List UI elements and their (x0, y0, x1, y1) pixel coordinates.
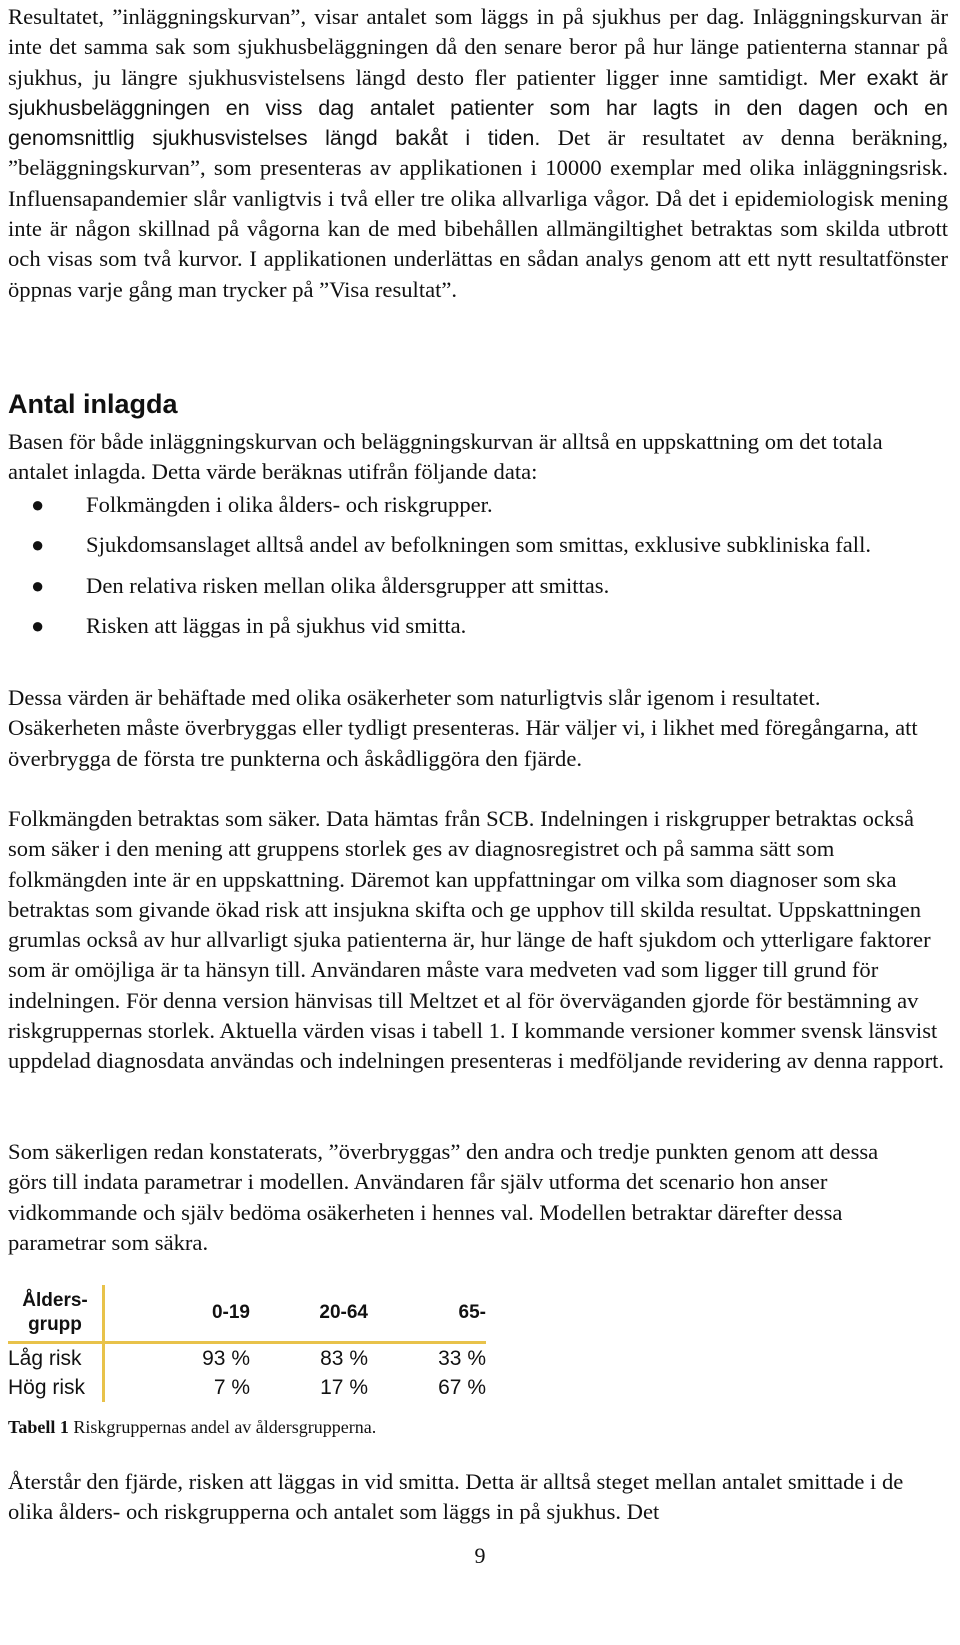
table-caption-text: Riskgruppernas andel av åldersgrupperna. (68, 1417, 377, 1437)
list-item-text: Sjukdomsanslaget alltså andel av befolkningen som smittas, exklusive subkliniska fall. (86, 532, 872, 558)
list-item (8, 530, 952, 560)
paragraph-fourth-point: Återstår den fjärde, risken att läggas in vid smitta. Detta är alltså steget mellan antalet smittade i de olika ålders- och riskgrupperna och antalet som läggs in på sjukhus. Det (8, 1469, 904, 1525)
paragraph-results-serif: Resultatet, ”inläggningskurvan”, visar antalet som läggs in på sjukhus per dag. Inläggningskurvan är inte det samma sak som sjukhusbeläggningen då den senare beror på hur länge patienterna stannar på sjukhus, ju längre sjukhusvistelsens längd desto fler patienter ligger inne samtidigt. (8, 4, 948, 90)
risk-table-wrapper (8, 1285, 486, 1402)
cell-value: 83 % (320, 1346, 368, 1370)
list-item-text: Den relativa risken mellan olika åldersgrupper att smittas. (86, 572, 610, 598)
header-65: 65- (368, 1285, 486, 1343)
list-item-text: Risken att läggas in på sjukhus vid smitta. (86, 612, 467, 638)
paragraph-base: Basen för både inläggningskurvan och beläggningskurvan är alltså en uppskattning om det totala antalet inlagda. Detta värde beräknas utifrån följande data: (8, 429, 883, 485)
paragraph-population: Folkmängden betraktas som säker. Data hämtas från SCB. Indelningen i riskgrupper betraktas också som säker i den mening att gruppens storlek ges av diagnosregistret och på samma sätt som folkmängden inte är en uppskattning. Däremot kan uppfattningar om vilka som diagnoser som ska betraktas som givande ökad risk att insjukna skifta och ge upphov till skilda resultat. Uppskattningen grumlas också av hur allvarligt sjuka patienterna är, hur länge de haft sjukdom och ytterligare faktorer som är omöjliga är ta hänsyn till. Användaren måste vara medveten vad som ligger till grund för indelningen. För denna version hänvisas till Meltzet et al för överväganden gjorde för bestämning av riskgruppernas storlek. Aktuella värden visas i tabell 1. I kommande versioner kommer svensk länsvist uppdelad diagnosdata användas och indelningen presenteras i medföljande revidering av denna rapport. (8, 806, 945, 1074)
table-caption-label: Tabell 1 (8, 1417, 69, 1437)
bullet-icon: ● (31, 492, 45, 517)
list-item (8, 571, 952, 601)
bullet-list (8, 490, 952, 651)
risk-group-table (8, 1285, 486, 1402)
cell-value: 7 % (213, 1375, 250, 1399)
table-caption (8, 1417, 376, 1438)
header-20-64: 20-64 (250, 1285, 368, 1343)
bullet-icon: ● (31, 532, 45, 558)
bullet-icon: ● (31, 612, 45, 638)
header-age-group (8, 1285, 104, 1343)
list-item (8, 490, 952, 520)
paragraph-results (8, 2, 948, 305)
section-heading-antal-inlagda: Antal inlagda (8, 389, 178, 419)
row-label: Hög risk (8, 1373, 104, 1402)
cell-value: 93 % (202, 1346, 250, 1370)
list-item (8, 611, 952, 641)
paragraph-results-sans: Mer exakt är sjukhusbeläggningen en viss dag antalet patienter som har lagts in den dagen och en genomsnittlig sjukhusvistelses längd bakåt i tiden. (8, 65, 949, 151)
bullet-icon: ● (31, 572, 45, 598)
table-row (8, 1373, 486, 1402)
header-age-group-text: Ålders- grupp (22, 1290, 88, 1335)
cell-value: 33 % (438, 1346, 486, 1370)
paragraph-uncertainty: Dessa värden är behäftade med olika osäkerheter som naturligtvis slår igenom i resultatet. Osäkerheten måste överbryggas eller tydligt presenteras. Här väljer vi, i likhet med föregångarna, att överbrygga de första tre punkterna och åskådliggöra den fjärde. (8, 685, 918, 771)
table-header-row (8, 1285, 486, 1343)
cell-value: 67 % (438, 1375, 486, 1399)
list-item-text: Folkmängden i olika ålders- och riskgrupper. (86, 492, 493, 517)
table-row (8, 1343, 486, 1374)
page-number: 9 (474, 1543, 486, 1568)
row-label: Låg risk (8, 1343, 104, 1374)
paragraph-results-rest: Det är resultatet av denna beräkning, ”beläggningskurvan”, som presenteras av applikationen i 10000 exemplar med olika inläggningsrisk. Influensapandemier slår vanligtvis i två eller tre olika allvarliga vågor. Då det i epidemiologisk mening inte är någon skillnad på vågorna kan de med bibehållen allmängiltighet betraktas som skilda utbrott och visas som två kurvor. I applikationen underlättas en sådan analys genom att ett nytt resultatfönster öppnas varje gång man trycker på ”Visa resultat”. (8, 125, 948, 302)
header-0-19: 0-19 (104, 1285, 251, 1343)
cell-value: 17 % (320, 1375, 368, 1399)
paragraph-bridging: Som säkerligen redan konstaterats, ”överbryggas” den andra och tredje punkten genom att dessa görs till indata parametrar i modellen. Användaren får själv utforma det scenario hon anser vidkommande och själv bedöma osäkerheten i hennes val. Modellen betraktar därefter dessa parametrar som säkra. (8, 1139, 879, 1255)
